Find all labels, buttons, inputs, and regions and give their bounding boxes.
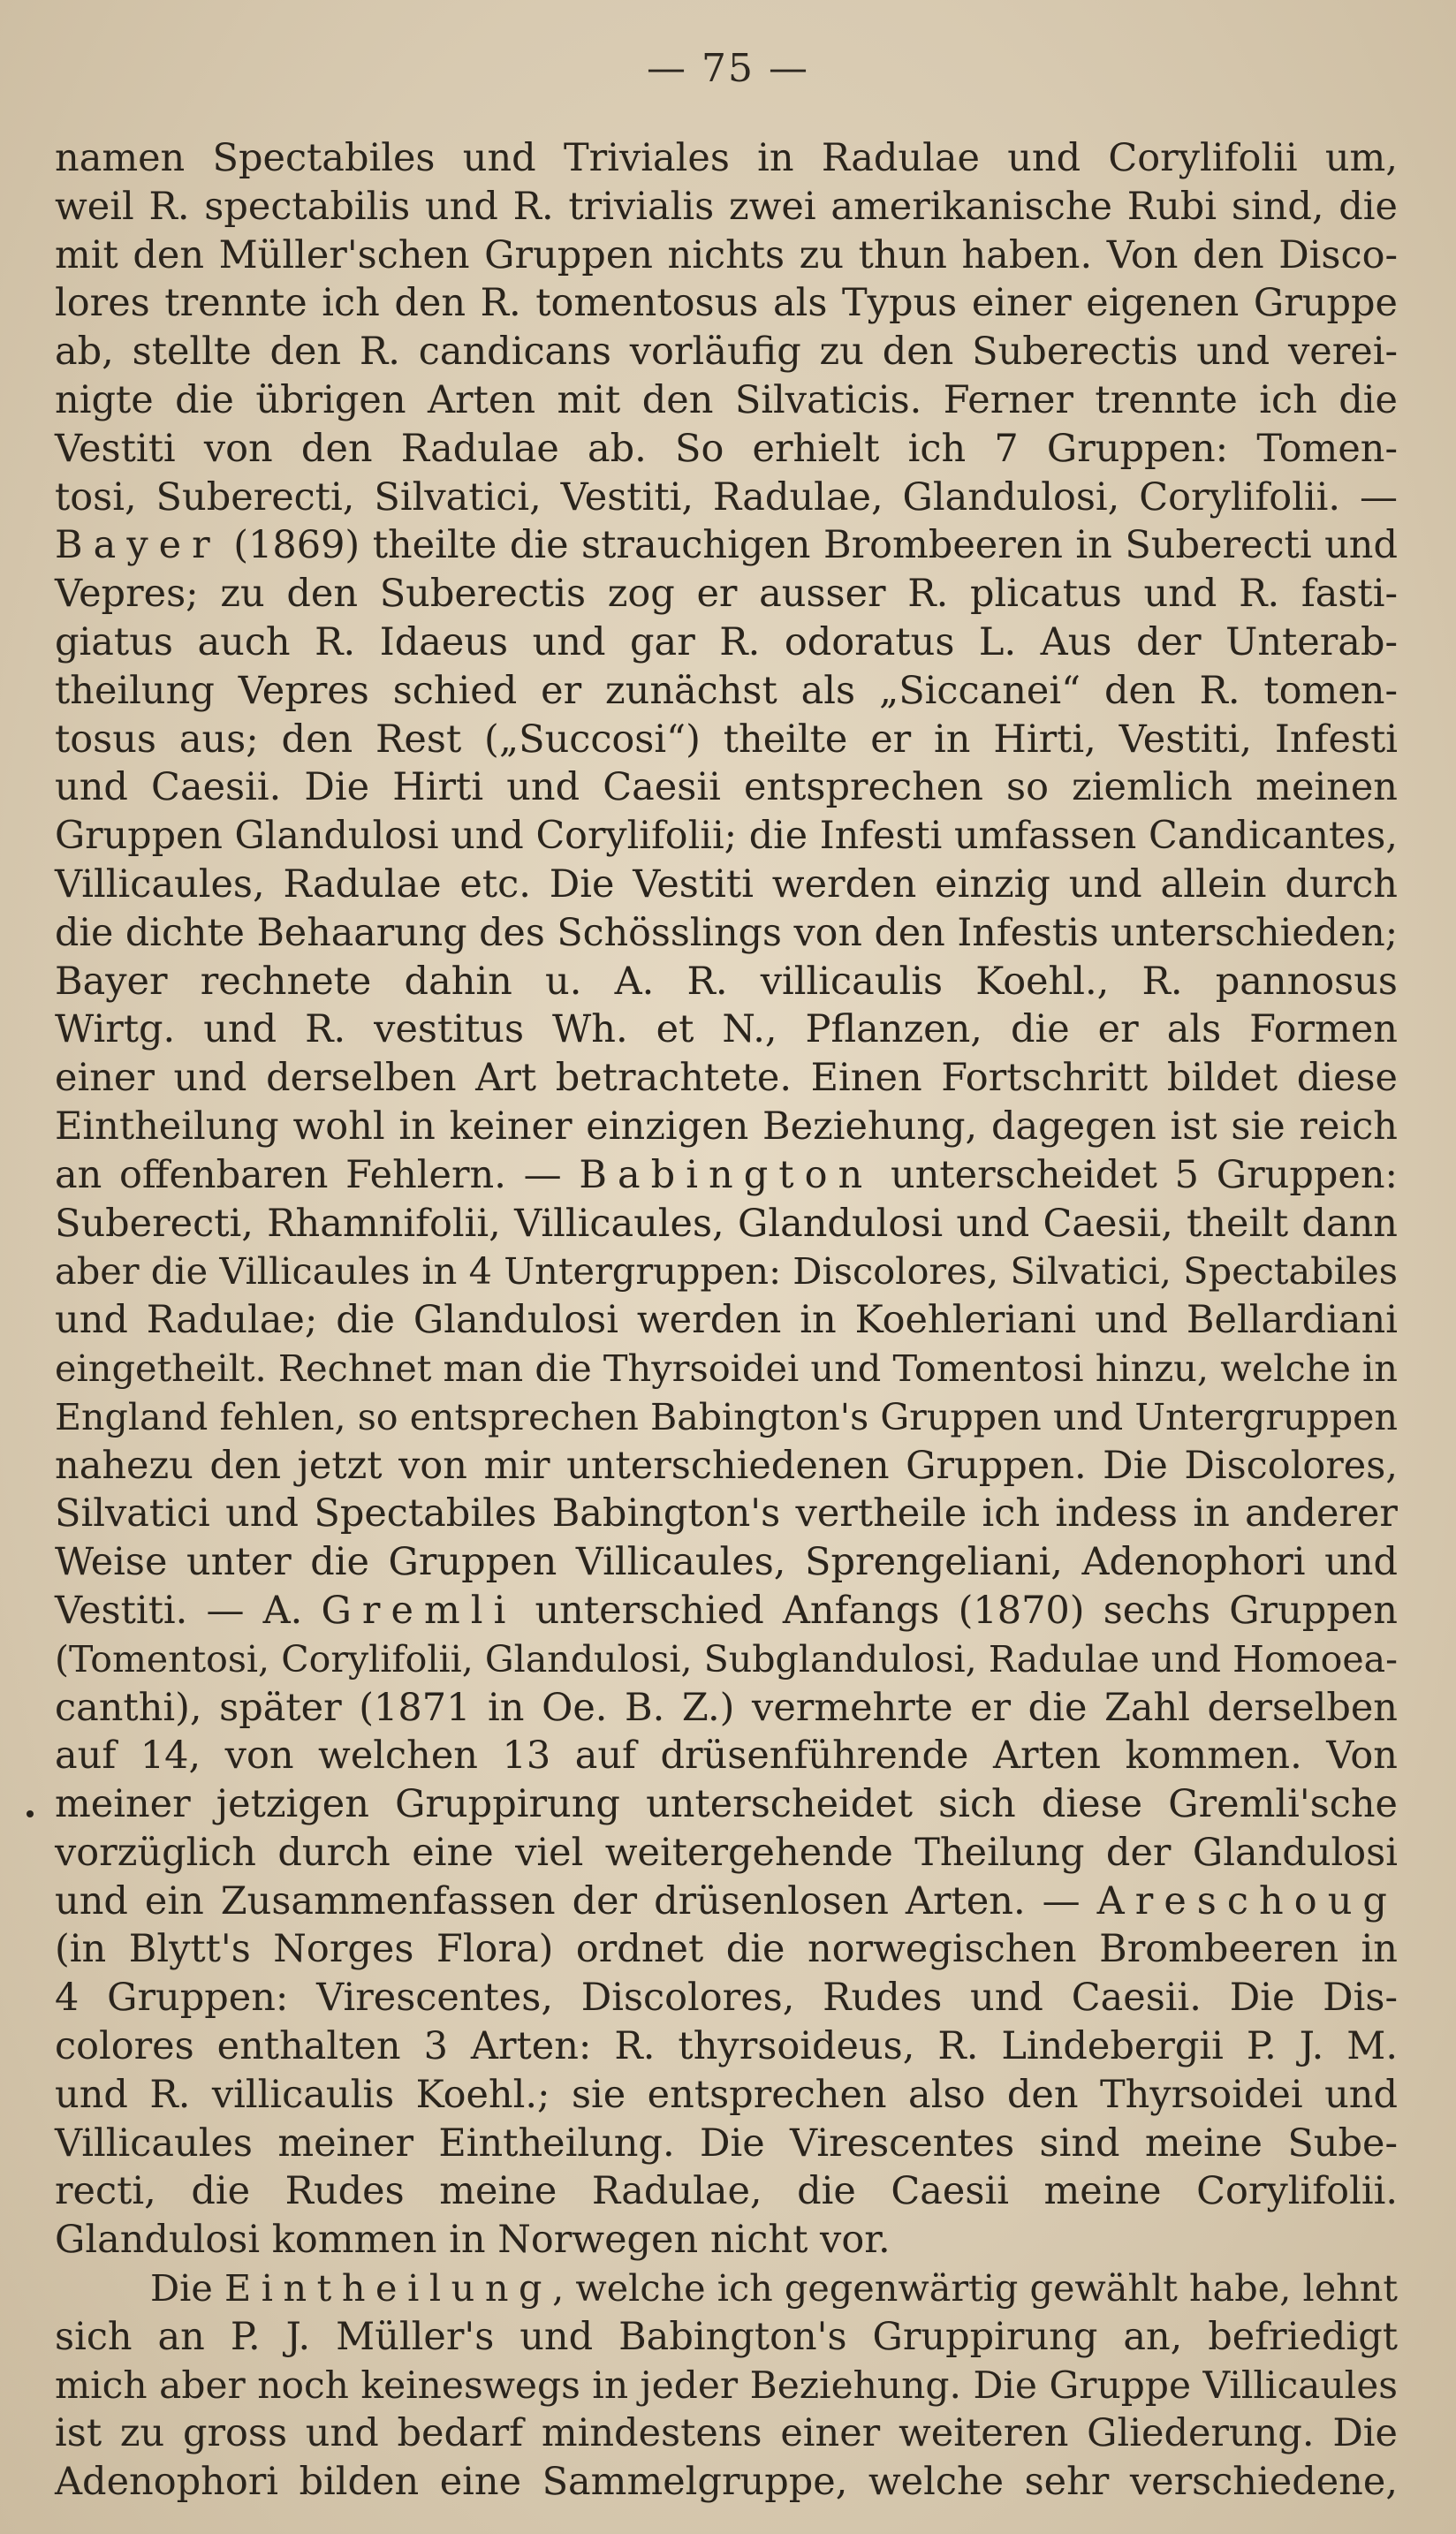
text-line: tosus aus; den Rest („Succosi“) theilte er in Hirti, Vestiti, Infesti	[55, 717, 1398, 762]
text-line: und R. villicaulis Koehl.; sie entsprechen also den Thyrsoidei und	[55, 2072, 1398, 2117]
text-line: Adenophori bilden eine Sammelgruppe, welche sehr verschiedene,	[55, 2460, 1398, 2505]
margin-mark	[27, 1810, 34, 1817]
text-line: aber die Villicaules in 4 Untergruppen: Discolores, Silvatici, Spectabiles	[55, 1250, 1398, 1294]
text-line: die dichte Behaarung des Schösslings von den Infestis unterschieden;	[55, 910, 1399, 955]
text-line: canthi), später (1871 in Oe. B. Z.) vermehrte er die Zahl derselben	[55, 1685, 1398, 1730]
text-line: Die Eintheilung, welche ich gegenwärtig gewählt habe, lehnt	[150, 2267, 1398, 2310]
text-line: Weise unter die Gruppen Villicaules, Sprengeliani, Adenophori und	[55, 1540, 1398, 1585]
text-line: Vestiti von den Radulae ab. So erhielt ich 7 Gruppen: Tomen-	[55, 426, 1398, 471]
paragraph-2	[55, 2265, 1398, 2507]
author-name: Bayer	[55, 523, 221, 568]
text-line: Eintheilung wohl in keiner einzigen Beziehung, dagegen ist sie reich	[55, 1104, 1398, 1149]
text-line: und Caesii. Die Hirti und Caesii entsprechen so ziemlich meinen	[55, 765, 1398, 810]
text-line: weil R. spectabilis und R. trivialis zwei amerikanische Rubi sind, die	[55, 184, 1398, 229]
text-line: ist zu gross und bedarf mindestens einer weiteren Gliederung. Die	[55, 2411, 1398, 2456]
emphasized-term: Eintheilung	[224, 2267, 553, 2310]
text-line: ab, stellte den R. candicans vorläufig zu den Suberectis und verei-	[55, 330, 1398, 375]
text-line: und Radulae; die Glandulosi werden in Koehleriani und Bellardiani	[55, 1298, 1398, 1343]
text-line: recti, die Rudes meine Radulae, die Caesii meine Corylifolii.	[55, 2169, 1398, 2214]
text-line: an offenbaren Fehlern. — Babington unterscheidet 5 Gruppen:	[55, 1152, 1399, 1197]
text-line: eingetheilt. Rechnet man die Thyrsoidei und Tomentosi hinzu, welche in	[55, 1347, 1398, 1390]
text-line: (in Blytt's Norges Flora) ordnet die norwegischen Brombeeren in	[55, 1927, 1398, 1972]
text-line: giatus auch R. Idaeus und gar R. odoratus L. Aus der Unterab-	[55, 619, 1398, 664]
text-line: Silvatici und Spectabiles Babington's vertheile ich indess in anderer	[55, 1491, 1398, 1536]
text-line: Glandulosi kommen in Norwegen nicht vor.	[55, 2218, 891, 2263]
text-line: Villicaules, Radulae etc. Die Vestiti werden einzig und allein durch	[55, 861, 1398, 907]
text-line: und ein Zusammenfassen der drüsenlosen Arten. — Areschoug	[55, 1878, 1398, 1923]
text-line: Bayer (1869) theilte die strauchigen Brombeeren in Suberecti und	[55, 523, 1398, 568]
text-line: einer und derselben Art betrachtete. Einen Fortschritt bildet diese	[55, 1056, 1398, 1101]
author-name: Babington	[579, 1152, 874, 1197]
author-name: Areschoug	[1096, 1878, 1398, 1923]
text-line: theilung Vepres schied er zunächst als „Siccanei“ den R. tomen-	[55, 668, 1398, 713]
text-line: colores enthalten 3 Arten: R. thyrsoideus, R. Lindebergii P. J. M.	[55, 2024, 1398, 2069]
author-name: Gremli	[321, 1588, 517, 1633]
text-line: sich an P. J. Müller's und Babington's Gruppirung an, befriedigt	[55, 2314, 1398, 2359]
text-line: Vepres; zu den Suberectis zog er ausser R. plicatus und R. fasti-	[55, 572, 1398, 617]
text-line: tosi, Suberecti, Silvatici, Vestiti, Radulae, Glandulosi, Corylifolii. —	[55, 474, 1398, 520]
text-line: auf 14, von welchen 13 auf drüsenführende Arten kommen. Von	[55, 1734, 1398, 1779]
text-line: nahezu den jetzt von mir unterschiedenen Gruppen. Die Discolores,	[55, 1443, 1398, 1488]
text-line: Villicaules meiner Eintheilung. Die Virescentes sind meine Sube-	[55, 2121, 1398, 2166]
body-text	[55, 134, 1398, 2507]
text-line: mich aber noch keineswegs in jeder Beziehung. Die Gruppe Villicaules	[55, 2363, 1398, 2407]
text-line: England fehlen, so entsprechen Babington's Gruppen und Untergruppen	[55, 1395, 1398, 1438]
text-line: nigte die übrigen Arten mit den Silvaticis. Ferner trennte ich die	[55, 377, 1398, 422]
text-line: Bayer rechnete dahin u. A. R. villicaulis Koehl., R. pannosus	[55, 959, 1398, 1004]
text-line: Suberecti, Rhamnifolii, Villicaules, Glandulosi und Caesii, theilt dann	[55, 1201, 1398, 1246]
text-line: Wirtg. und R. vestitus Wh. et N., Pflanzen, die er als Formen	[55, 1007, 1398, 1052]
text-line: lores trennte ich den R. tomentosus als Typus einer eigenen Gruppe	[55, 281, 1398, 326]
text-line: 4 Gruppen: Virescentes, Discolores, Rudes und Caesii. Die Dis-	[55, 1976, 1398, 2021]
text-line: vorzüglich durch eine viel weitergehende Theilung der Glandulosi	[55, 1830, 1398, 1875]
text-line: namen Spectabiles und Triviales in Radulae und Corylifolii um,	[55, 136, 1398, 180]
text-line: meiner jetzigen Gruppirung unterscheidet sich diese Gremli'sche	[55, 1782, 1398, 1827]
text-line: (Tomentosi, Corylifolii, Glandulosi, Subglandulosi, Radulae und Homoea-	[55, 1637, 1398, 1680]
text-line: mit den Müller'schen Gruppen nichts zu thun haben. Von den Disco-	[55, 232, 1398, 277]
text-line: Vestiti. — A. Gremli unterschied Anfangs (1870) sechs Gruppen	[55, 1588, 1398, 1633]
text-line: Gruppen Glandulosi und Corylifolii; die Infesti umfassen Candicantes,	[55, 814, 1398, 859]
paragraph-1	[55, 134, 1398, 2265]
page-number: — 75 —	[647, 46, 809, 91]
